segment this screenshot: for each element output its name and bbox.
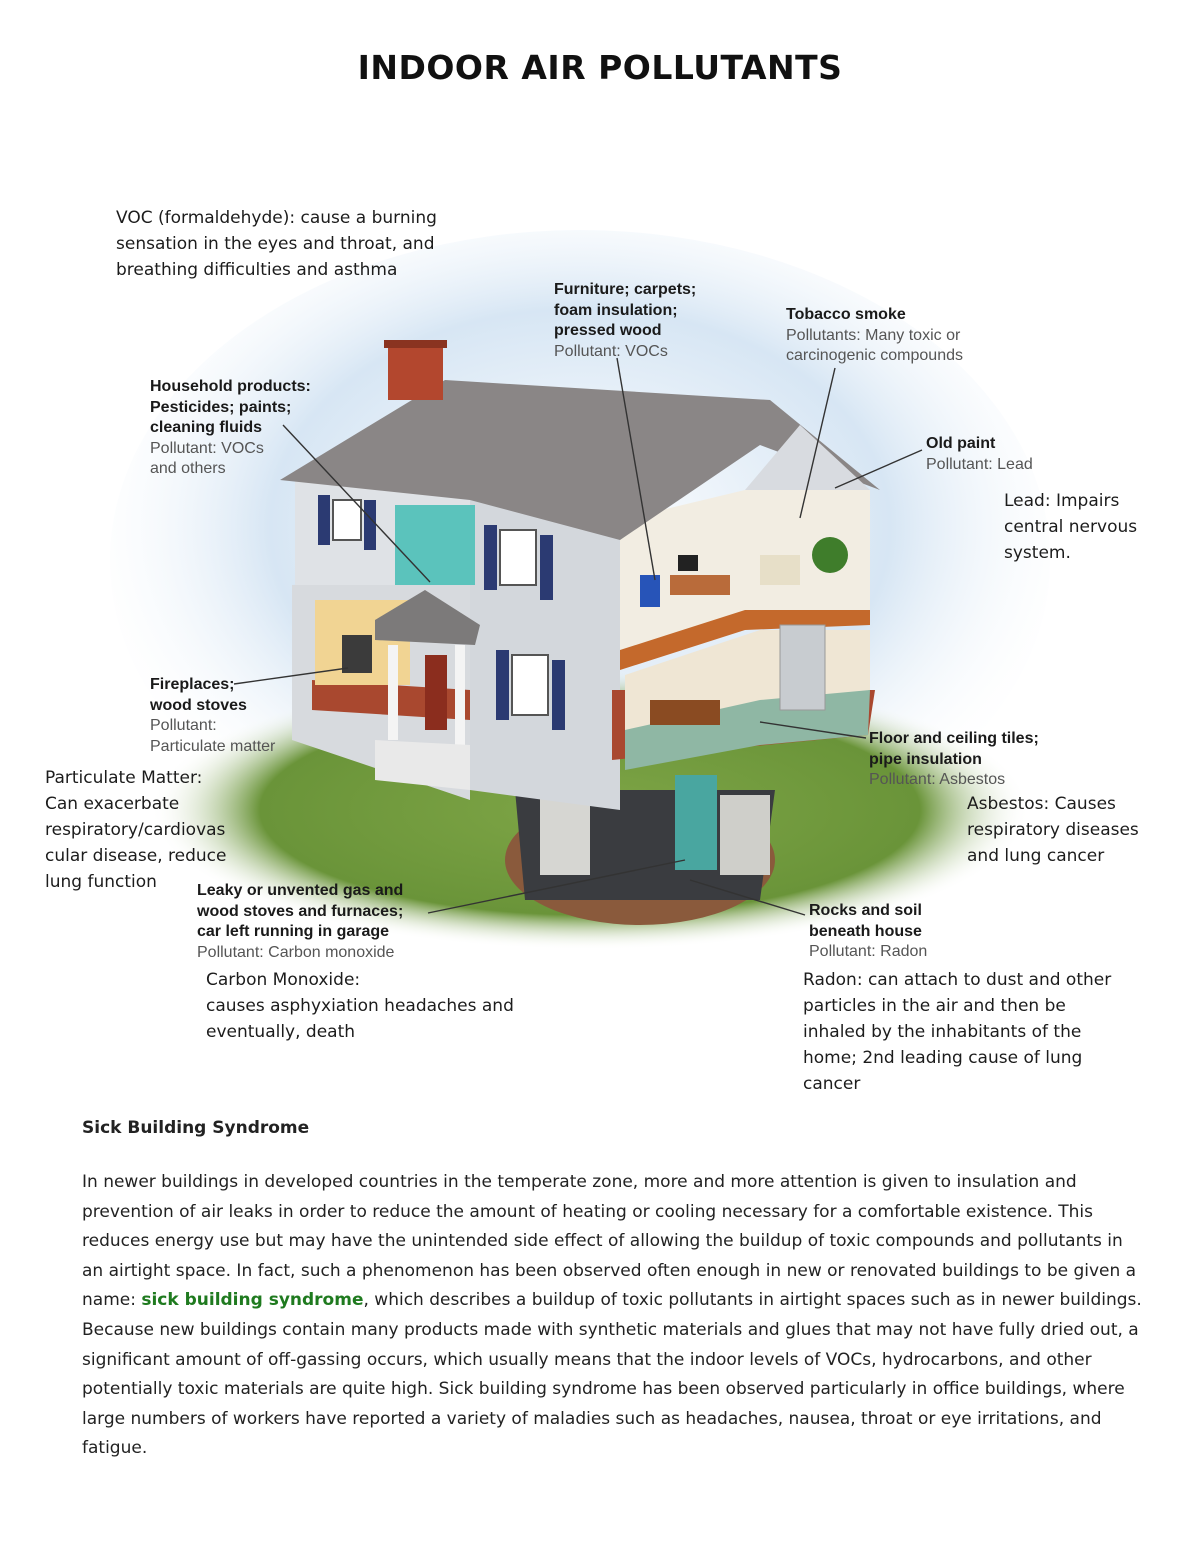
- shutter: [364, 500, 376, 550]
- callout-pollutant: Pollutants: Many toxic or: [786, 326, 961, 344]
- note-particulate: [45, 765, 226, 895]
- callout-fireplaces: [150, 675, 275, 757]
- note-text: lung function: [45, 872, 157, 892]
- shutter: [318, 495, 330, 545]
- callout-tobacco: [786, 305, 963, 367]
- porch-column: [388, 645, 398, 740]
- chair: [640, 575, 660, 607]
- note-text: Particulate Matter:: [45, 768, 203, 788]
- callout-household: [150, 377, 311, 480]
- front-door: [425, 655, 447, 730]
- callout-bold: Old paint: [926, 435, 996, 452]
- callout-bold: Leaky or unvented gas and: [197, 882, 404, 899]
- callout-bold: car left running in garage: [197, 923, 390, 940]
- note-text: cause a burning: [300, 208, 437, 228]
- porch-column: [455, 645, 465, 745]
- shutter: [484, 525, 497, 590]
- callout-pollutant: Pollutant: Carbon monoxide: [197, 943, 395, 961]
- note-text: eventually, death: [206, 1022, 356, 1042]
- note-text: sensation in the eyes and throat, and: [116, 234, 435, 254]
- callout-pollutant: Pollutant: Asbestos: [869, 771, 1006, 788]
- chimney: [388, 345, 443, 400]
- monitor: [678, 555, 698, 571]
- callout-bold: cleaning fluids: [150, 419, 263, 436]
- callout-bold: Fireplaces;: [150, 676, 235, 693]
- note-text: system.: [1004, 543, 1071, 563]
- note-text: particles in the air and then be: [803, 996, 1066, 1016]
- note-text: causes asphyxiation headaches and: [206, 996, 514, 1016]
- callout-pollutant: Pollutant:: [150, 717, 217, 734]
- section-heading: Sick Building Syndrome: [82, 1118, 310, 1138]
- note-text: cancer: [803, 1074, 861, 1094]
- stair-wall: [395, 505, 475, 585]
- callout-bold: Furniture; carpets;: [554, 281, 697, 298]
- window: [333, 500, 361, 540]
- paragraph-text: , which describes a buildup of toxic pollutants in airtight spaces such as in newer buildings. Because new buildings contain many products made with synthetic materials and glues that may not have fully dried out, a significant amount of off-gassing occurs, which usually means that the indoor levels of VOCs, hydrocarbons, and other potentially toxic materials are quite high. Sick building syndrome has been observed particularly in office buildings, where large numbers of workers have reported a variety of maladies such as headaches, nausea, throat or eye irritations, and fatigue.: [82, 1290, 1142, 1459]
- note-voc: [116, 205, 437, 283]
- callout-bold: pipe insulation: [869, 750, 982, 768]
- shutter: [552, 660, 565, 730]
- dining-table: [650, 700, 720, 725]
- callout-pollutant: and others: [150, 460, 226, 477]
- callout-bold: Rocks and soil: [809, 902, 922, 919]
- note-text: Radon: can attach to dust and other: [803, 970, 1112, 990]
- note-text: respiratory/cardiovas: [45, 820, 226, 840]
- highlight-term: sick building syndrome: [141, 1290, 364, 1311]
- callout-pollutant: Particulate matter: [150, 737, 276, 755]
- callout-furniture: [554, 280, 696, 362]
- callout-bold: Floor and ceiling tiles;: [869, 730, 1039, 747]
- fridge: [780, 625, 825, 710]
- note-text: Asbestos: Causes: [967, 794, 1116, 814]
- chimney-cap: [384, 340, 447, 348]
- callout-pollutant: Pollutant: Radon: [809, 943, 928, 960]
- desk: [670, 575, 730, 595]
- note-text: respiratory diseases: [967, 820, 1139, 840]
- callout-bold: beneath house: [809, 922, 922, 940]
- plant: [812, 537, 848, 573]
- note-radon: [803, 967, 1111, 1097]
- window: [500, 530, 536, 585]
- note-text: Carbon Monoxide:: [206, 970, 361, 990]
- water-heater: [675, 775, 717, 870]
- callout-bold: wood stoves and furnaces;: [197, 902, 404, 920]
- basement-wall-right: [720, 795, 770, 875]
- note-term: VOC (formaldehyde):: [116, 208, 296, 228]
- callout-bold: foam insulation;: [554, 301, 678, 319]
- callout-gas: [197, 881, 403, 963]
- shutter: [540, 535, 553, 600]
- callout-bold: wood stoves: [150, 696, 247, 714]
- callout-old-paint: [926, 434, 1033, 475]
- note-text: Can exacerbate: [45, 794, 180, 814]
- callout-pollutant: Pollutant: Lead: [926, 455, 1033, 473]
- armchair: [760, 555, 800, 585]
- callout-bold: Pesticides; paints;: [150, 398, 292, 416]
- note-carbon-monoxide: [206, 967, 514, 1045]
- note-text: home; 2nd leading cause of lung: [803, 1048, 1083, 1068]
- paragraph-text: In newer buildings in developed countries in the temperate zone, more and more attention is given to insulation and prevention of air leaks in order to reduce the amount of heating or cooling necessary for a comfortable existence. This reduces energy use but may have the unintended side effect of allowing the buildup of toxic compounds and pollutants in an airtight space. In fact, such a phenomenon has been observed often enough in new or renovated buildings to be given a name:: [82, 1172, 1137, 1311]
- callout-bold: Tobacco smoke: [786, 306, 906, 323]
- callout-pollutant: Pollutant: VOCs: [150, 439, 264, 457]
- note-text: Lead: Impairs: [1004, 491, 1120, 511]
- basement-wall: [540, 795, 590, 875]
- note-text: central nervous: [1004, 517, 1138, 537]
- window: [512, 655, 548, 715]
- shutter: [496, 650, 509, 720]
- note-text: inhaled by the inhabitants of the: [803, 1022, 1082, 1042]
- note-text: and lung cancer: [967, 846, 1105, 866]
- note-text: breathing difficulties and asthma: [116, 260, 398, 280]
- note-lead: [1004, 488, 1137, 566]
- stove: [342, 635, 372, 673]
- callout-bold: pressed wood: [554, 322, 662, 339]
- callout-pollutant: carcinogenic compounds: [786, 347, 963, 364]
- callout-bold: Household products:: [150, 378, 311, 395]
- note-text: cular disease, reduce: [45, 846, 227, 866]
- callout-tiles: [869, 729, 1039, 791]
- body-paragraph: [82, 1168, 1142, 1464]
- note-asbestos: [967, 791, 1139, 869]
- callout-pollutant: Pollutant: VOCs: [554, 342, 668, 360]
- page-title: INDOOR AIR POLLUTANTS: [357, 48, 843, 87]
- callout-rocks: [809, 901, 927, 963]
